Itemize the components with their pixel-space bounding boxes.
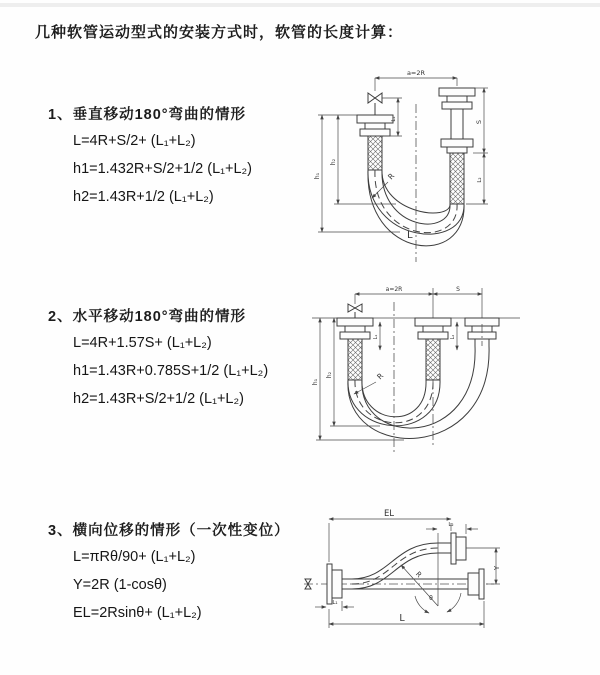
dim-label-L1: L₁ <box>332 600 338 606</box>
dim-label-L2: L₂ <box>448 522 454 528</box>
formula-L: L=4R+1.57S+ (L₁+L₂) <box>73 335 212 351</box>
section-3-heading: 3、横向位移的情形（一次性变位） <box>48 523 290 539</box>
section-1-heading: 1、垂直移动180°弯曲的情形 <box>48 107 247 123</box>
right-upper-flange <box>438 533 466 564</box>
dim-label-a2R: a=2R <box>406 69 426 77</box>
section-2-heading: 2、水平移动180°弯曲的情形 <box>48 309 247 325</box>
dim-label-L: L <box>407 230 413 241</box>
dim-L1 <box>315 600 354 611</box>
dim-label-S: S <box>456 286 460 293</box>
formula-h2: h2=1.43R+1/2 (L₁+L₂) <box>73 189 214 205</box>
diagram-horizontal-180-bend <box>308 280 600 465</box>
dim-label-h2: h₂ <box>330 158 337 166</box>
dim-L2 <box>426 522 478 534</box>
section-horizontal-move <box>48 305 328 425</box>
dim-label-S: S <box>475 119 483 125</box>
dim-label-Y: Y <box>493 565 501 571</box>
middle-pipe-flange <box>415 318 451 380</box>
scan-artifact-band <box>0 3 600 7</box>
valve-icon <box>368 93 382 115</box>
dim-label-EL: EL <box>383 509 395 519</box>
formula-EL: EL=2Rsinθ+ (L₁+L₂) <box>73 605 202 621</box>
formula-h2: h2=1.43R+S/2+1/2 (L₁+L₂) <box>73 391 244 407</box>
dim-label-R: R <box>386 171 397 182</box>
dim-h2 <box>330 115 396 204</box>
left-flange <box>327 564 352 604</box>
section-vertical-move <box>48 103 328 223</box>
section-lateral-displacement <box>48 519 328 639</box>
braided-hose-left <box>368 136 382 170</box>
formula-h1: h1=1.432R+S/2+1/2 (L₁+L₂) <box>73 161 253 177</box>
dim-label-R: R <box>375 371 386 382</box>
diagram-vertical-180-bend <box>308 64 600 269</box>
dim-label-theta: θ <box>429 595 433 602</box>
dim-L2 <box>466 153 488 204</box>
dim-label-a2R: a=2R <box>385 286 403 293</box>
valve-icon <box>348 304 362 318</box>
braided-hose-middle <box>426 339 440 380</box>
diagram-lateral-displacement <box>298 503 600 658</box>
s-curve-hose <box>352 543 438 589</box>
dim-S <box>473 88 488 153</box>
dim-S <box>433 286 482 318</box>
left-pipe-flange <box>337 318 373 380</box>
page-title: 几种软管运动型式的安装方式时，软管的长度计算： <box>35 24 404 41</box>
dim-EL <box>329 509 454 562</box>
formula-L: L=πRθ/90+ (L₁+L₂) <box>73 549 196 565</box>
dim-label-h1: h₁ <box>314 172 321 180</box>
braided-hose-right <box>450 153 464 204</box>
dim-label-h1: h₁ <box>312 378 319 386</box>
dim-label-L1: L₁ <box>391 116 397 122</box>
dim-L1 <box>373 322 380 350</box>
formula-L: L=4R+S/2+ (L₁+L₂) <box>73 133 196 149</box>
formula-h1: h1=1.43R+0.785S+1/2 (L₁+L₂) <box>73 363 269 379</box>
dim-L <box>329 601 484 628</box>
dim-label-L1: L₁ <box>373 334 379 340</box>
braided-hose-left <box>348 339 362 380</box>
dim-label-L: L <box>399 613 405 624</box>
dim-label-h2: h₂ <box>326 371 333 379</box>
dim-label-L2: L₂ <box>477 177 483 183</box>
left-pipe-flange <box>357 115 393 170</box>
dim-label-R: R <box>413 570 424 580</box>
dim-label-L2: L₂ <box>450 334 456 340</box>
formula-Y: Y=2R (1-cosθ) <box>73 577 167 593</box>
u-bend-position-2 <box>348 346 489 438</box>
right-pipe-flange <box>439 88 475 204</box>
